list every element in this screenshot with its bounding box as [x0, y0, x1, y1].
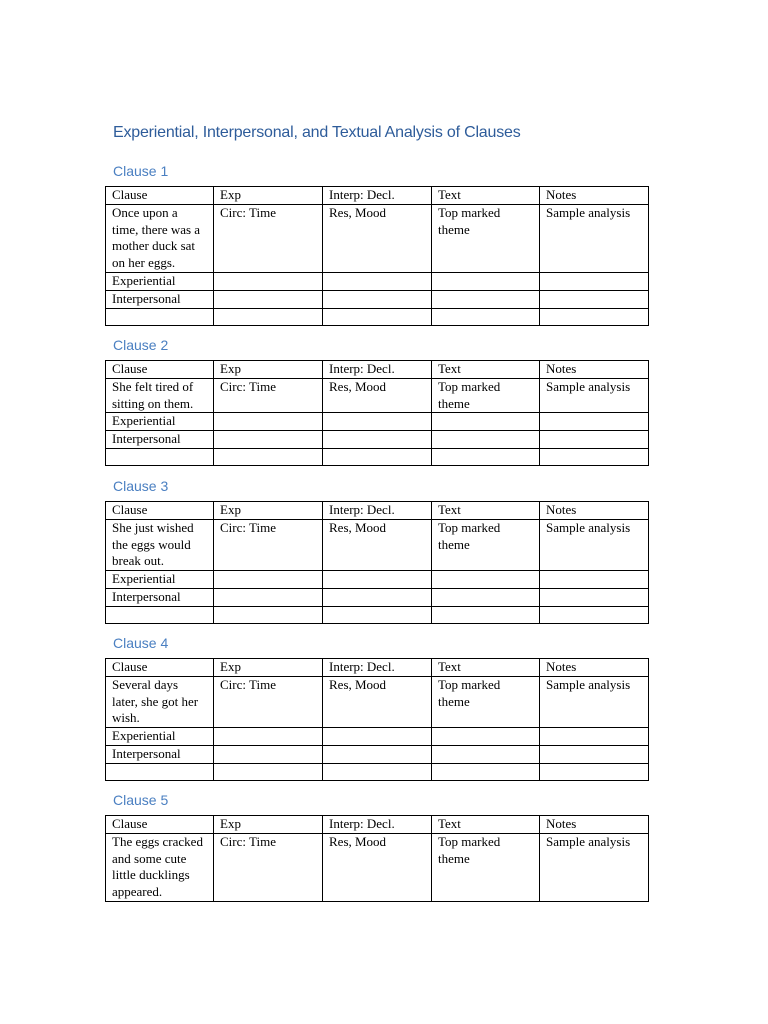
- header-cell-interp: Interp: Decl.: [323, 502, 432, 520]
- table-row: [106, 378, 649, 413]
- clause-text-cell: She just wished the eggs would break out.: [106, 519, 214, 570]
- empty-cell: [214, 728, 323, 746]
- empty-cell: [106, 308, 214, 325]
- empty-cell: [106, 606, 214, 623]
- header-cell-text: Text: [432, 361, 540, 379]
- empty-cell: [323, 763, 432, 780]
- empty-cell: [106, 448, 214, 465]
- header-cell-notes: Notes: [540, 502, 649, 520]
- empty-cell: [540, 431, 649, 449]
- empty-cell: [214, 290, 323, 308]
- empty-cell: [540, 588, 649, 606]
- header-cell-notes: Notes: [540, 816, 649, 834]
- header-cell-interp: Interp: Decl.: [323, 361, 432, 379]
- table-row: [106, 204, 649, 272]
- header-cell-clause: Clause: [106, 187, 214, 205]
- empty-cell: [432, 588, 540, 606]
- clause-1-heading: Clause 1: [113, 163, 169, 179]
- interpersonal-row: [106, 588, 649, 606]
- empty-cell: [214, 763, 323, 780]
- text-cell: Top marked theme: [432, 378, 540, 413]
- header-cell-exp: Exp: [214, 502, 323, 520]
- header-cell-clause: Clause: [106, 659, 214, 677]
- notes-cell: Sample analysis: [540, 833, 649, 901]
- empty-cell: [540, 728, 649, 746]
- table-row: [106, 676, 649, 727]
- header-cell-text: Text: [432, 187, 540, 205]
- clause-2-table: [105, 360, 649, 466]
- empty-cell: [540, 413, 649, 431]
- notes-cell: Sample analysis: [540, 204, 649, 272]
- table-header-row: [106, 816, 649, 834]
- notes-cell: Sample analysis: [540, 519, 649, 570]
- interp-cell: Res, Mood: [323, 519, 432, 570]
- clause-2-heading: Clause 2: [113, 337, 169, 353]
- experiential-label: Experiential: [106, 413, 214, 431]
- clause-4-table: [105, 658, 649, 781]
- table-row: [106, 519, 649, 570]
- clause-1-table: [105, 186, 649, 326]
- exp-cell: Circ: Time: [214, 204, 323, 272]
- table-header-row: [106, 361, 649, 379]
- empty-cell: [432, 728, 540, 746]
- table-row: [106, 833, 649, 901]
- experiential-label: Experiential: [106, 728, 214, 746]
- header-cell-text: Text: [432, 502, 540, 520]
- header-cell-clause: Clause: [106, 361, 214, 379]
- empty-cell: [323, 431, 432, 449]
- clause-4-heading: Clause 4: [113, 635, 169, 651]
- experiential-label: Experiential: [106, 272, 214, 290]
- empty-cell: [214, 606, 323, 623]
- empty-cell: [540, 272, 649, 290]
- interp-cell: Res, Mood: [323, 676, 432, 727]
- empty-cell: [214, 571, 323, 589]
- notes-cell: Sample analysis: [540, 378, 649, 413]
- text-cell: Top marked theme: [432, 833, 540, 901]
- empty-cell: [214, 308, 323, 325]
- interp-cell: Res, Mood: [323, 204, 432, 272]
- document-title: Experiential, Interpersonal, and Textual Analysis of Clauses: [113, 124, 521, 141]
- header-cell-notes: Notes: [540, 361, 649, 379]
- empty-cell: [323, 745, 432, 763]
- header-cell-clause: Clause: [106, 816, 214, 834]
- empty-cell: [106, 763, 214, 780]
- empty-cell: [540, 571, 649, 589]
- clause-5-table: [105, 815, 649, 902]
- notes-cell: Sample analysis: [540, 676, 649, 727]
- empty-cell: [432, 448, 540, 465]
- empty-cell: [323, 571, 432, 589]
- header-cell-interp: Interp: Decl.: [323, 659, 432, 677]
- header-cell-text: Text: [432, 659, 540, 677]
- header-cell-clause: Clause: [106, 502, 214, 520]
- empty-cell: [323, 606, 432, 623]
- interpersonal-row: [106, 290, 649, 308]
- empty-cell: [432, 272, 540, 290]
- table-header-row: [106, 187, 649, 205]
- header-cell-interp: Interp: Decl.: [323, 816, 432, 834]
- clause-text-cell: Once upon a time, there was a mother duck sat on her eggs.: [106, 204, 214, 272]
- exp-cell: Circ: Time: [214, 833, 323, 901]
- experiential-row: [106, 571, 649, 589]
- empty-cell: [540, 448, 649, 465]
- empty-cell: [540, 290, 649, 308]
- header-cell-exp: Exp: [214, 816, 323, 834]
- blank-row: [106, 448, 649, 465]
- header-cell-exp: Exp: [214, 659, 323, 677]
- table-header-row: [106, 502, 649, 520]
- clause-5-heading: Clause 5: [113, 792, 169, 808]
- blank-row: [106, 308, 649, 325]
- exp-cell: Circ: Time: [214, 676, 323, 727]
- empty-cell: [432, 571, 540, 589]
- text-cell: Top marked theme: [432, 519, 540, 570]
- experiential-label: Experiential: [106, 571, 214, 589]
- interpersonal-row: [106, 431, 649, 449]
- header-cell-exp: Exp: [214, 187, 323, 205]
- interp-cell: Res, Mood: [323, 378, 432, 413]
- empty-cell: [432, 763, 540, 780]
- clause-3-table: [105, 501, 649, 624]
- text-cell: Top marked theme: [432, 676, 540, 727]
- empty-cell: [432, 413, 540, 431]
- clause-text-cell: She felt tired of sitting on them.: [106, 378, 214, 413]
- interpersonal-label: Interpersonal: [106, 745, 214, 763]
- empty-cell: [214, 448, 323, 465]
- empty-cell: [214, 431, 323, 449]
- empty-cell: [432, 290, 540, 308]
- exp-cell: Circ: Time: [214, 378, 323, 413]
- interpersonal-row: [106, 745, 649, 763]
- header-cell-text: Text: [432, 816, 540, 834]
- interpersonal-label: Interpersonal: [106, 290, 214, 308]
- empty-cell: [432, 308, 540, 325]
- table-header-row: [106, 659, 649, 677]
- header-cell-exp: Exp: [214, 361, 323, 379]
- header-cell-notes: Notes: [540, 187, 649, 205]
- empty-cell: [214, 272, 323, 290]
- empty-cell: [323, 272, 432, 290]
- clause-3-heading: Clause 3: [113, 478, 169, 494]
- interpersonal-label: Interpersonal: [106, 588, 214, 606]
- interpersonal-label: Interpersonal: [106, 431, 214, 449]
- blank-row: [106, 606, 649, 623]
- exp-cell: Circ: Time: [214, 519, 323, 570]
- empty-cell: [323, 413, 432, 431]
- empty-cell: [323, 588, 432, 606]
- empty-cell: [540, 606, 649, 623]
- text-cell: Top marked theme: [432, 204, 540, 272]
- empty-cell: [540, 763, 649, 780]
- empty-cell: [214, 413, 323, 431]
- empty-cell: [214, 745, 323, 763]
- experiential-row: [106, 413, 649, 431]
- empty-cell: [323, 290, 432, 308]
- empty-cell: [323, 448, 432, 465]
- experiential-row: [106, 272, 649, 290]
- interp-cell: Res, Mood: [323, 833, 432, 901]
- empty-cell: [432, 745, 540, 763]
- header-cell-notes: Notes: [540, 659, 649, 677]
- empty-cell: [432, 431, 540, 449]
- empty-cell: [432, 606, 540, 623]
- empty-cell: [540, 745, 649, 763]
- empty-cell: [214, 588, 323, 606]
- empty-cell: [540, 308, 649, 325]
- blank-row: [106, 763, 649, 780]
- clause-text-cell: Several days later, she got her wish.: [106, 676, 214, 727]
- empty-cell: [323, 308, 432, 325]
- experiential-row: [106, 728, 649, 746]
- clause-text-cell: The eggs cracked and some cute little ducklings appeared.: [106, 833, 214, 901]
- header-cell-interp: Interp: Decl.: [323, 187, 432, 205]
- empty-cell: [323, 728, 432, 746]
